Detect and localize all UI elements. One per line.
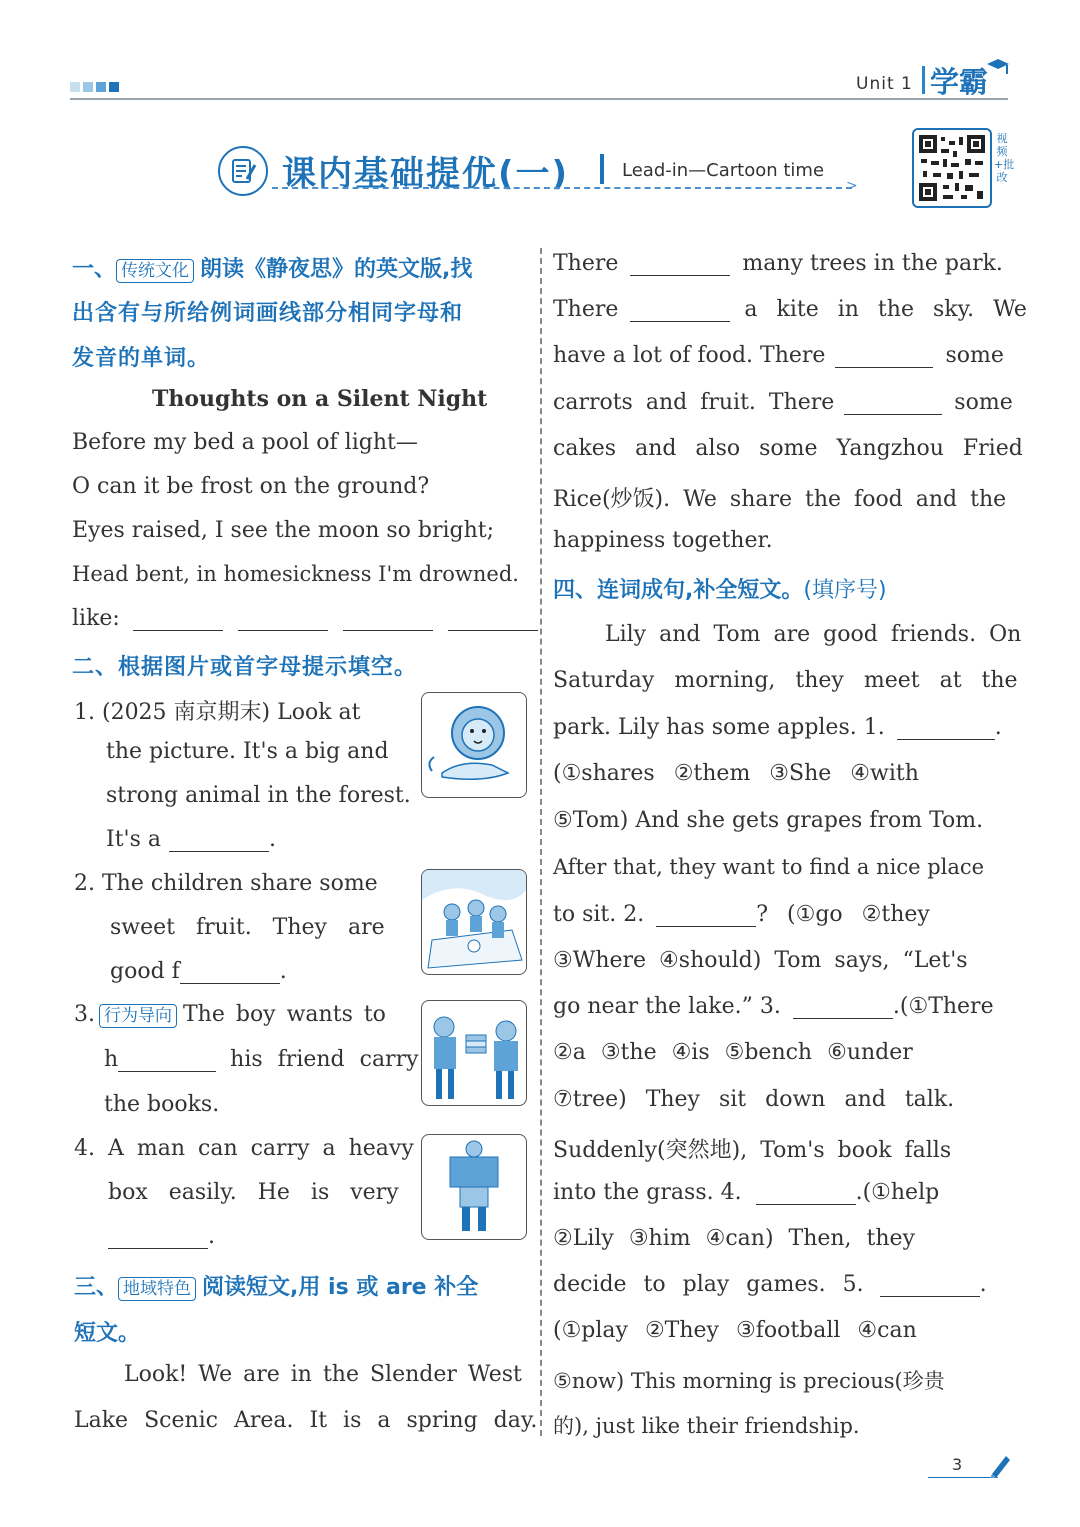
section1-heading: 一、 传统文化 朗读《静夜思》的英文版,找 [72,257,473,282]
section1-tag: 传统文化 [116,259,194,283]
section3-heading: 三、 地域特色 阅读短文,用 is 或 are 补全 [74,1275,479,1300]
page-title: 课内基础提优(一) [282,154,570,194]
section3-instruction-2: 短文。 [74,1321,141,1346]
section1-instruction-3: 发音的单词。 [72,346,211,371]
q1-line-1: 1. (2025 南京期末) Look at [74,700,361,725]
page-subtitle: Lead-in—Cartoon time [622,160,825,181]
title-underline [272,187,852,189]
answer-blank[interactable] [630,300,730,322]
answer-blank[interactable] [844,393,942,415]
s4-line: ⑤now) This morning is precious(珍贵 [553,1369,945,1393]
s4-line: 的), just like their friendship. [553,1414,860,1438]
poem-title: Thoughts on a Silent Night [152,386,488,412]
man-carry-box-picture [421,1134,527,1240]
answer-blank[interactable] [793,997,893,1019]
title-divider [600,154,604,184]
answer-blank[interactable] [108,1227,208,1249]
header-rule [70,98,1008,100]
answer-blank[interactable] [133,609,223,631]
q2-line-2: sweet fruit. They are [110,915,385,940]
answer-blank[interactable] [756,1183,856,1205]
q1-line-3: strong animal in the forest. [106,783,411,808]
answer-blank[interactable] [180,962,280,984]
section2-heading: 二、根据图片或首字母提示填空。 [72,655,418,680]
s4-line: (①shares ②them ③She ④with [553,761,919,786]
answer-blank[interactable] [835,346,933,368]
s4-line: park. Lily has some apples. 1. . [553,715,1002,740]
s4-line: into the grass. 4. .(①help [553,1180,940,1205]
section4-heading: 四、连词成句,补全短文。(填序号) [553,578,887,603]
section4-hint: (填序号) [803,578,887,603]
notebook-pen-icon [218,146,268,196]
answer-blank[interactable] [630,254,730,276]
answer-blank[interactable] [880,1275,980,1297]
q4-line-3: . [108,1224,215,1249]
qr-caption: 视频+批改 [994,132,1015,184]
poem-line-2: O can it be frost on the ground? [72,474,430,499]
poem-line-4: Head bent, in homesickness I'm drowned. [72,562,519,586]
answer-blank[interactable] [897,718,995,740]
s4-line: decide to play games. 5. . [553,1272,987,1297]
passage-line: have a lot of food. There some [553,343,1004,368]
passage-line: Lake Scenic Area. It is a spring day. [74,1408,538,1433]
q3-tag: 行为导向 [99,1004,177,1028]
passage-line: cakes and also some Yangzhou Fried [553,436,1023,461]
header-decoration [70,82,119,92]
like-row: like: [72,606,538,631]
s4-line: ⑦tree) They sit down and talk. [553,1087,955,1112]
s4-line: ⑤Tom) And she gets grapes from Tom. [553,808,984,833]
q2-line-1: 2. The children share some [74,871,378,896]
answer-blank[interactable] [448,609,538,631]
graduation-cap-icon [985,56,1011,78]
unit-label: Unit 1 [856,74,913,94]
page-number: 3 [952,1455,963,1474]
arrow-icon: > [846,178,858,194]
q1-line-2: the picture. It's a big and [106,739,389,764]
passage-line: happiness together. [553,528,773,553]
s4-line: After that, they want to find a nice place [553,855,985,879]
column-divider [540,248,542,1436]
s4-line: Lily and Tom are good friends. On [605,622,1022,647]
q3-line-3: the books. [104,1092,220,1117]
poem-line-3: Eyes raised, I see the moon so bright; [72,518,495,543]
brand-logo: 学霸 [930,65,989,99]
passage-line: There many trees in the park. [553,251,1003,276]
q4-line-2: box easily. He is very [108,1180,399,1205]
poem-line-1: Before my bed a pool of light— [72,430,418,455]
passage-line: carrots and fruit. There some [553,390,1013,415]
passage-line: Rice(炒饭). We share the food and the [553,487,1007,512]
s4-line: ②a ③the ④is ⑤bench ⑥under [553,1040,913,1065]
section3-tag: 地域特色 [118,1277,196,1301]
s4-line: to sit. 2. ? (①go ②they [553,902,930,927]
s4-line: go near the lake.” 3. .(①There [553,994,994,1019]
q3-line-1: 3. 行为导向 The boy wants to [74,1002,386,1027]
answer-blank[interactable] [656,905,756,927]
children-picnic-picture [421,869,527,975]
answer-blank[interactable] [169,830,269,852]
pencil-icon [988,1452,1012,1478]
answer-blank[interactable] [238,609,328,631]
qr-code[interactable] [912,128,992,208]
boys-carry-books-picture [421,1000,527,1106]
q2-line-3: good f . [110,959,287,984]
q4-line-1: 4. A man can carry a heavy [74,1136,414,1161]
answer-blank[interactable] [118,1050,216,1072]
q1-line-4: It's a . [106,827,276,852]
s4-line: Saturday morning, they meet at the [553,668,1018,693]
answer-blank[interactable] [343,609,433,631]
s4-line: ③Where ④should) Tom says, “Let's [553,948,968,973]
q3-line-2: h his friend carry [104,1047,419,1072]
passage-line: Look! We are in the Slender West [124,1362,522,1387]
header-divider [922,66,925,94]
lion-picture [421,692,527,798]
s4-line: ②Lily ③him ④can) Then, they [553,1226,915,1251]
s4-line: (①play ②They ③football ④can [553,1318,917,1343]
passage-line: There a kite in the sky. We [553,297,1027,322]
s4-line: Suddenly(突然地), Tom's book falls [553,1138,952,1163]
section1-instruction-2: 出含有与所给例词画线部分相同字母和 [72,301,464,326]
